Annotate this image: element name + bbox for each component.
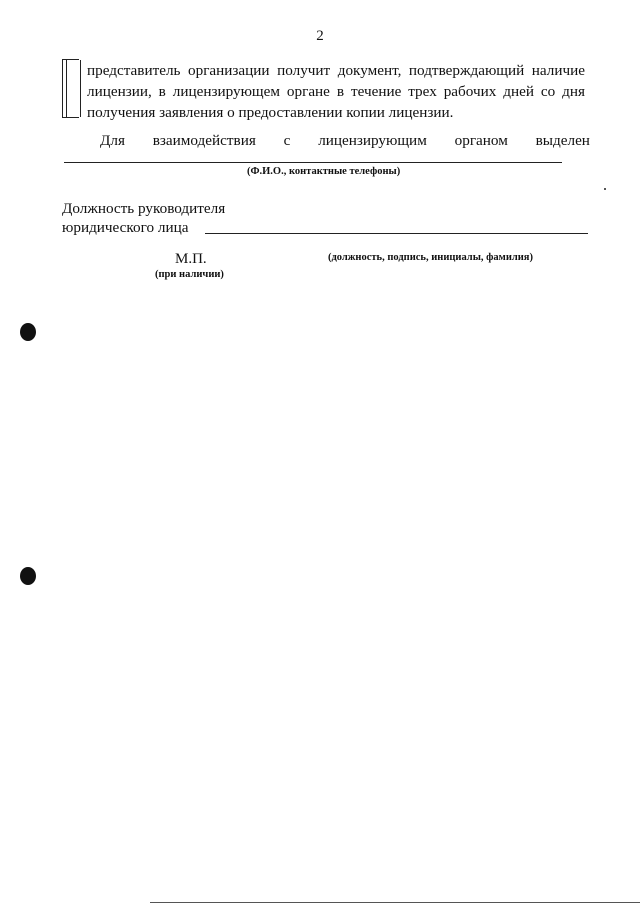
contact-caption: (Ф.И.О., контактные телефоны)	[247, 166, 401, 177]
paragraph	[87, 60, 585, 123]
checkbox[interactable]	[62, 59, 79, 118]
signature-underline[interactable]	[205, 233, 588, 234]
contact-underline[interactable]	[64, 162, 562, 163]
stamp-caption: (при наличии)	[155, 269, 224, 280]
contact-word: органом	[454, 132, 508, 149]
signature-caption: (должность, подпись, инициалы, фамилия)	[328, 252, 533, 263]
scan-edge-mark	[150, 902, 640, 903]
contact-word: с	[283, 132, 291, 149]
contact-word: выделен	[535, 132, 590, 149]
contact-word: Для	[100, 132, 125, 149]
paragraph-line: получения заявления о предоставлении копии лицензии.	[87, 104, 454, 121]
paragraph-line: представитель организации получит документ, подтверждающий наличие	[87, 62, 585, 79]
contact-word: лицензирующим	[318, 132, 427, 149]
scan-edge-mark	[604, 188, 606, 190]
contact-word: взаимодействия	[152, 132, 256, 149]
stamp-label: М.П.	[175, 251, 207, 267]
contact-line	[100, 132, 590, 150]
punch-hole	[20, 567, 36, 585]
paragraph-line: лицензии, в лицензирующем органе в течение трех рабочих дней со дня	[87, 83, 585, 100]
page-number: 2	[316, 28, 324, 44]
punch-hole	[20, 323, 36, 341]
signature-label-line1: Должность руководителя	[62, 200, 226, 217]
signature-label-line2: юридического лица	[62, 219, 189, 236]
